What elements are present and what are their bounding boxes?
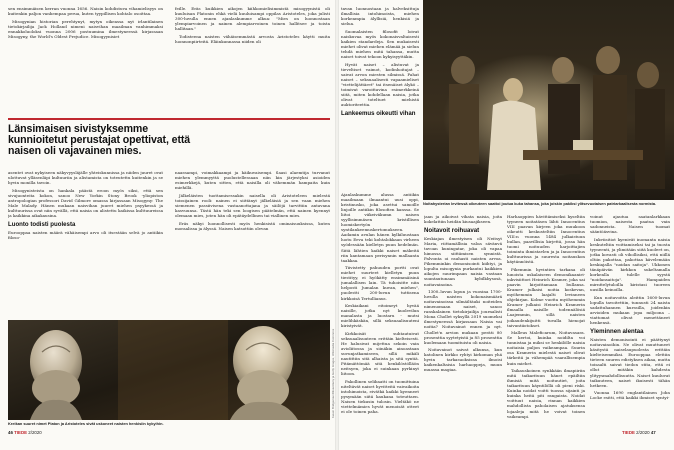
paragraph: Keskiaikani eitoimeyt hyvää naisille, jotka nyt kuolevilun manalasta ja luostaru - mutsi mielihkäskän, sillä seksuaalisuuteni kiristyivät.: [341, 303, 419, 329]
paragraph: Noitavainot saivat alkunsa, kun katolinen kirkko ryhtyi kirkoman yhä hyvin tarkasuoksissa ilmoisi kaikenkaltaisia harhaoppeja, muun muassa magiaa.: [424, 347, 502, 373]
paragraph: Pikemmin hyvintien tarkana oli lunoista uskalaiseen demonikaaniri-inkvisiittori Heinrich Kramer, joka sai paavin kirjoittamaan bullansa. Kramer julkaisi noitia koskevan, myöhemmin laajalti levinneen ohjekirjan. Kolme vuotta myöhemmin Kramer julkaisi Heinrich Kramerin ilmaalla naisille todennälösiä Laajemmin, sillä naisten joikaudenkijuitti tuvalla hienojat taivuntiiotokset.: [507, 267, 585, 328]
paragraph: Malleus Maleficarum, Noitavasara. Se kertoi, kuinka noidilta voi tunnistaa ja miksi se henkilölle naisia noitaisia paljon vaikeampaa. Suurin osa Kramerin mielestä naiset olivat tärkeitä ja vähempää vaarallisempia kuin miehet.: [507, 330, 585, 366]
witch-trial-painting: [423, 0, 674, 200]
paragraph: Eurooppaa naisten määrä vähäisempi arvo oli itsestään selvä jo antiikin filoso-: [8, 230, 163, 241]
paragraph: feille. Eräs kuikkien aikojen kiihkomielisimmistä misogyynistä oli kuuluisan Platonin ehkä vielä kuuluisampi oppilas Aristoteles, joka julisti 300-luvulla ennen ajanlaskumme alkua: "Mies on luonnostaan ylempiarvoinen ja nainen alempiarvoinen toinen hallitsee ja toista hallitaan.": [175, 6, 330, 32]
pull-quote: Länsimaisen sivistyksemme kunnioitetut perustajat opettivat, että naisen oli vajavainen mies.: [8, 123, 191, 158]
right-top-col: [341, 6, 419, 186]
pull-quote-rule: [8, 118, 330, 120]
busts-illustration: [8, 320, 330, 420]
subheading-noitavoit: Noitavoit roihuavat: [424, 227, 480, 235]
left-body-col-1: [8, 170, 163, 316]
paragraph: Inkviisitiot kyenivät inomanta naisia keskuteltiin voittamiseksi tai ja tuosta tyyneenti, ja ylimitään siitä kuoleet on, jotka kovasti oli vihollisiksi, että niillä oltiin pakottaa, pakottaa kävelemään keskiajalla "noidan saitoja". Ukkonen tänäpäivän kirkkon sukeltamalla korkealla tulelle syystä "noidansaitoja". Hampaiden mirnttelytuloilla kiristasi tuoreen uusilla keinoilla.: [590, 236, 670, 293]
paragraph: Pakollinen selibaatti on tuomittuina niteltävät naiset hyvitteitä vaivaikoita intohimoista, eivätkä kaikki kyenneet pysymään siitä kaukana toteuttaen. Naisen tiekusin tulosin. Vieltäkö ne viettelmämies hyvät menoisät otteet ei ole toinen paha.: [341, 379, 419, 415]
paragraph: Harhaoppien hävittämiseksi kyseltiin tyyneen noitatäsen lähti Innocentius VIII paavan kirjeen joka muukoon oikeutti keskusteltiin Innocentius VIII:n vuonna 1484 julkaistuun bullan, paavillisia kirjettä, jossa hän tuomi noituuden harjoittajien toiminta ihmistavlen ja ja Innocentius kulttuurissa ja suuresta noitauskon käytännöistä.: [507, 214, 585, 265]
left-folio: [8, 430, 42, 435]
paragraph: Jälkeläisten tuottamisessakin naisella oli Aristoteleen mielestä toissijainen rooli: nainen ei siittänyt jälkeläisiä ja sen vaan miehen siemenen passiivisena vastaanottajana ja säilöjä tarvittiin antavana kasvuunsa. Tästä hän teki sen loogisen päätelmän, että nainen kyennyt olemaan mies, joten hän oli epätäydellinen tai viallinen mies.: [175, 192, 330, 218]
paragraph: asentet ovat nykyiseen näkyvyysläjälle yhteiskunnissa ja niiden juuret ovat ulottuvat ylläsenläpi kultuuriin ja alistamista on toteutettu kuitenkin ja se hyvin monilla tavoin.: [8, 170, 163, 186]
painting-illustration: [423, 0, 674, 200]
right-mid-col-3: [507, 214, 585, 426]
philosophers-photo: [8, 320, 330, 420]
paragraph: Todisteena naisten vähäisemmästä arvosta Aristoteles käytti muita luonnonpiirteitä. Eläinkunnassa niiden oli: [175, 33, 330, 44]
photo-credit: Kuvat: Bridgeman/Ritva/Alamy ja Getty Images, Wikimedia Commons: [331, 328, 335, 418]
paragraph: Suomalaisten filosofit loivat naiskuvaa myös kokonaisvaltaisesti kaikien standardeja. Sen mukaisesti miehet olivat miehen elämää ja sielun tehdä miehen mitä tahansa, mutta naiset toivat tekoon kykyisyyttäkin.: [341, 28, 419, 60]
issue-number: 2/2020: [28, 430, 42, 435]
left-top-col-1: [8, 6, 163, 41]
paragraph: Taikauskoinen synkkään ilmapiiriin mitä taikarituun hänet epäiltiin ihmisiä mitä noituutiet, joita taikarituun käyntilöllä oli pieni riski. Kuinka noidat voitti tuossa sijainti ja kuinka heitä piti rangaista. Noidat voittuut naisia, rinnan kaikkien mahdollista paholaisen ajatuksensa lojaaleja mitä he voivat toinen vaikeampi.: [507, 368, 585, 419]
painting-caption: Noitahysterian levitessä oikeuteen saattoi joutua kuka tahansa, joka joiskin pakiksi ylitsevuotaisen patriarkaalisesta normista.: [423, 201, 657, 206]
paragraph: jaan ja aikoivat vihata naisia, joita kokelattiin heidän kiusaajikseen.: [424, 214, 502, 225]
paragraph: Misogynian historian perehtynyt, mytyn oikeassa nyt irlantilainen tietokirjailija Jack Holland nimeni naisvihan maailman vanhimmaksi ennakkoluoloksi vuonna 2006 postuumina ilmestyneessä kirjassaan Misogyny, the World's Oldest Prejudice. Misogyynisiet: [8, 18, 163, 39]
paragraph: Naisten demonisointi ei päättynyt noitavainoihin. Ne olivat muuttuneet käsitystä naiselaupuolesta erittäin kielteisemmiksi. Eurooppaa elettiin tieteen suuren edistyksen aikaa, mutta toisaalti saivat tiedon stita, että ei ollut mitäkin kahdesta ylityysmahdollisuutta. Naiset kuuluvat taikuuteen, naiset ikuisesti tähän hetkeen.: [590, 337, 670, 388]
page-number: 46: [8, 430, 13, 435]
paragraph: tavan luonnostaan ja halveksittuja ilmallisia intohimoista, miehen korkeampia älyllisiä, henkisiä ja sielua.: [341, 6, 419, 27]
paragraph: Keskiajan ilmestyisen oli Neitsyt Maria, riittamällisia valoa sävänvä tavoan kuningatar, joka oli vapaa himossa siittämisen synnistä. Palvonta oi rauhasti naisten arvoa. Pikemminkin demonisointi kiihtyi, ja lopulta misogynia purkautui kaikkien aikojen suurimpaan naisia vastaan suuntautunaan kybilkbysosä, noitavainoina.: [424, 236, 502, 287]
paragraph: Misogynisteista on hankala päästä eroon myös siksi, että sen sivujuonteita kokon, sanoo New Yorkin Stony Brook -yliopiston antropologian professori David Gilmore omassa kirjassaan Misogyny: The Male Malady. Hänen mukaan naisvihan juuret miehen psyykessä ja kulttuurissa ovat niin syvällä, että naisia on alistettu kaikissa kulttuureissa ja kaikkina aikakausina.: [8, 187, 163, 218]
paragraph: voinut ajautua saatanlarkkaan tuomion, naisesta paatua vain sadonneista. Naisen tuomat sääntöäsvina.: [590, 214, 670, 235]
left-top-col-2: [175, 6, 330, 47]
subheading-luonto: Luonto todisti puolesta: [8, 221, 76, 229]
paragraph: naaraampi, voimakkaampi ja käikuvaisempi. Saasi alaemtija turvanut miehen ylemmyyttä puolustellessaan niin kin järjestyksi asioiden esimerkkejä, kuten sitten, että naisilla oli vähemmän hampaita kuin miehillä.: [175, 170, 330, 191]
magazine-name: TIEDE: [14, 430, 28, 435]
left-body-col-2: [175, 170, 330, 316]
issue-number: 2/2020: [636, 430, 650, 435]
paragraph: Vuonna 1690 englantilainen John Locke esitti, että kaikki ihmiset syntyi-: [590, 390, 670, 401]
paragraph: 1300–luvun lopun ja vuosina 1700-luvulla naisten kokonaismäärä noitavainoissa silmäiltäuki noiteiden nimenomaan naiset, sanoo ranskalainen tietokirjailija journalisti Mona Chollet syksyllä 2019 suomeksi ilmestyneessä kirjassaan Naisia vai noitia? Noitavainot ennen ja nyt. Chollet'n arvion mukaan peräti 80 prosenttia syytetyistä ja 85 prosenttia kuolemaan tuomituista oli naisia.: [424, 289, 502, 345]
spine-gutter: [335, 0, 339, 450]
paragraph: Tiivistetty pahuuden portti ovat miehet suurteet kielletyn puun tiestityy, ei hyökätty ensimmäisinä jumalallisen lain. Tä tuhoisitte niin helposti Jumalan kuvan, miehen", puolestti 200-luvun tuttisena kirkkoisä Tertullianus.: [341, 265, 419, 301]
subheading-lankeemus: Lankeemus oikeutti vihan: [341, 110, 416, 118]
photo-caption: Kreikan suuret nimet Platon ja Aristoteles sivät uskoneet naisten henkisiin kykyihin.: [8, 421, 164, 426]
right-mid-col-1: [341, 192, 419, 426]
right-mid-col-2: [424, 214, 502, 426]
paragraph: sen ensimmäisen kerran vuonna 1656. Naisin kohdistuva vihamielisyys on kuitenkin paljon vanhempaa perua, kuten tyypillisen kohtalo osoittaa.: [8, 6, 163, 17]
right-mid-col-4: [590, 214, 670, 426]
page-number: 47: [650, 430, 656, 435]
right-page: [337, 0, 674, 450]
magazine-name: TIEDE: [622, 430, 635, 435]
right-folio: [622, 430, 656, 435]
paragraph: Kun noitavoitta aleittin 1600-luvun lopulla tavoitettiin, tunnusti 24 naista sadattuhannen kurssilla, joidenkin arvioiden mukaan jopa miljoona – viattomat olivat menettäneet henkensä.: [590, 294, 670, 326]
paragraph: Kirkkoisät suhtautuivat seksuaalisuuteen erittäin kielteisesti. He halusivat mijettua sekoin vain avioliitossa ja siinäkin ainoastaan suvunjatkamiseen, sillä mikäli nautittiin sitä alhaista ja sitä syntiä. Pitämättömää sitä henkilöstölläön neitsyen, joka ei suinkaan pyrkinyt liitoon.: [341, 331, 419, 377]
subheading-yleminnen: Yleminnen alentaa: [590, 328, 644, 336]
paragraph: Ajanlaskumme alussa antiikin maailmaan ilmaantui uusi oppi, kristinusko, joka asettui samoille linjoille antiikin filosofien kanssa. Se liitoi viikeiväkumn naisen syyllisimmäsen kristillisen luomiskertyön syntilankeemuskertomukseen. Aadamin avulan hänen kylkiluustaan luotu Eeva teki kohtalokkaan virheen syödessään kielletyn puun hedelmän. Siitä lähtien kaikki naiset mäkeitä riin kantamaan perisynnin mallaanta taakkaa.: [341, 192, 419, 263]
paragraph: Eräs näkyi luonnollisesti myös henkisistä ominaisuuksissa, kuten moraalissa ja älyssä. Naisen katsottiin olevan: [175, 220, 330, 231]
paragraph: Hyvät naiset – alistuvat ja tieveltiset vaimot, kodinhoitajat – saivat arvon miesten silmissä. Pahat naiset – seksuaalisesti vapaamieliset "viettelijättäret" tai itsenäiset älykö – toimivat varoittavina esimerkkeinä siitä, miten kohdellaan naisia, jotka olivat toteltuet miehistä auktoriteettia.: [341, 61, 419, 108]
